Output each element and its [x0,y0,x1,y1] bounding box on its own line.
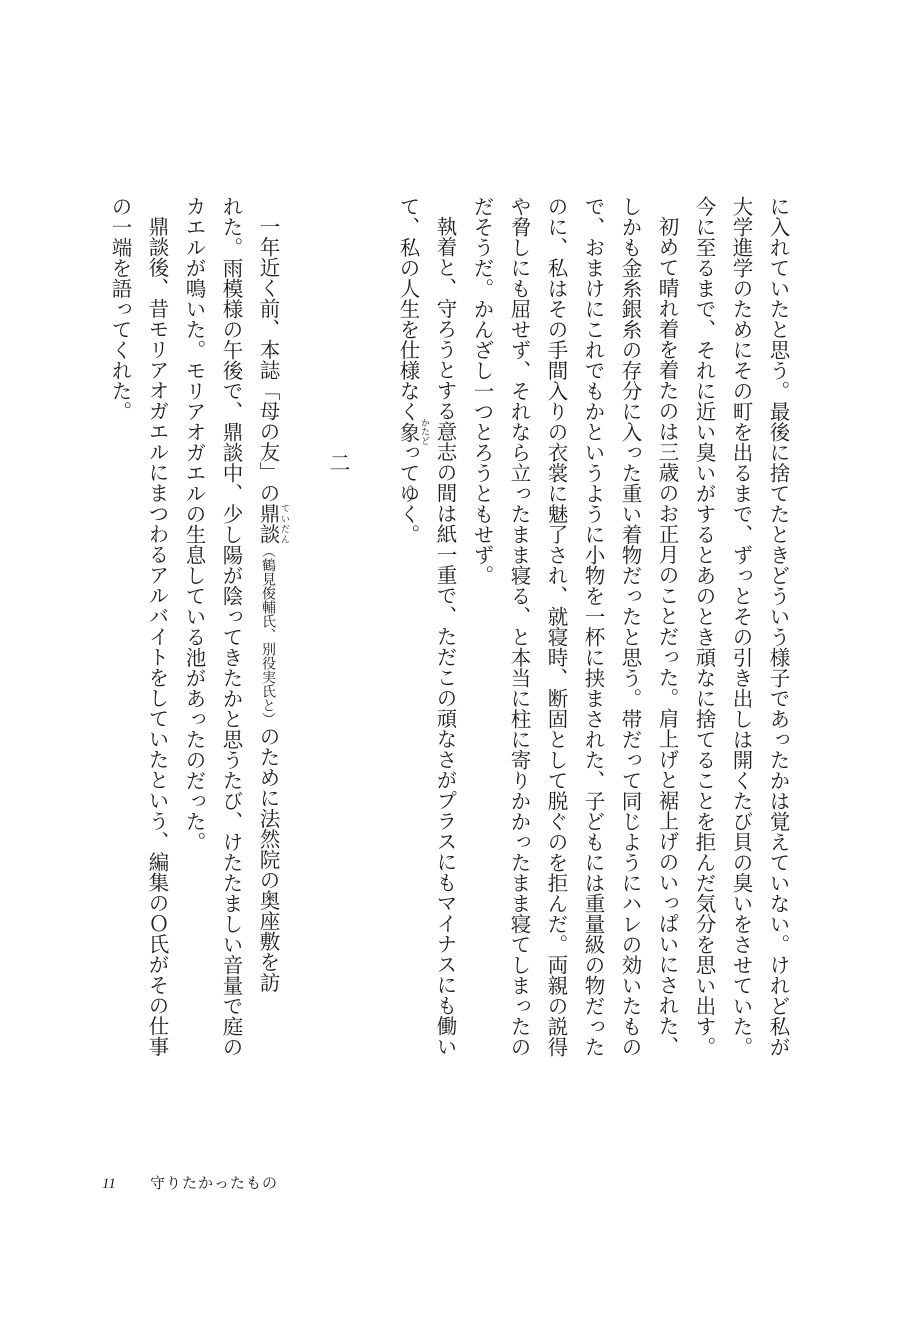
text-column: カエルが鳴いた。モリアオガエルの生息している池があったのだった。 [182,196,206,852]
text-column: 初めて晴れ着を着たのは三歳のお正月のことだった。肩上げと裾上げのいっぱいにされた、 [655,216,679,1057]
text-column [389,196,429,545]
text-segment: て、私の人生を仕様なく [396,196,420,422]
text-column: だそうだ。かんざし一つとろうともせず。 [470,196,494,586]
text-column [426,216,463,1057]
page-footer [102,1172,278,1193]
text-column: や脅しにも屈せず、それなら立ったまま寝る、と本当に柱に寄りかかったまま寝てしまったの [507,196,531,1057]
text-segment: のために法然院の奥座敷を訪 [256,726,280,993]
ruby-base: 象 [396,418,420,446]
text-column: れた。雨模様の午後で、鼎談中、少し陽が陰ってきたかと思うたび、けたたましい音量で庭の [219,196,243,1057]
text-column: 大学進学のためにその町を出るまで、ずっとその引き出しは開くたび貝の臭いをさせていた。 [729,196,753,1057]
running-title: 守りたかったもの [150,1174,279,1192]
text-column: に入れていたと思う。最後に捨てたときどういう様子であったかは覚えていない。けれど私が [766,196,790,1057]
ruby-base: 鼎談 [256,503,280,544]
text-column: 鼎談後、昔モリアオガエルにまつわるアルバイトをしていたという、編集のＯ氏がその仕事 [145,216,169,1057]
parenthetical-note: （鶴見俊輔氏、別役実氏と） [260,544,276,726]
page-number: 11 [102,1176,116,1192]
text-column [249,216,289,993]
ruby-annotation [256,503,289,544]
text-segment: ただこの頑なさがプラスにもマイナスにも働い [433,626,457,1057]
section-heading: 二 [327,452,351,473]
ruby-annotation [396,418,429,446]
text-column: しかも金糸銀糸の存分に入った重い着物だったと思う。帯だって同じようにハレの効いたもの [618,196,642,1057]
text-segment: 執着と、守ろうとする意志の間は紙一重で、 [433,216,457,626]
text-column: で、おまけにこれでもかというように小物を一杯に挟まされた、子どもには重量級の物だった [581,196,605,1057]
text-segment: 一年近く前、本誌「母の友」の [256,216,280,503]
text-segment: ってゆく。 [396,442,420,545]
text-column: 今に至るまで、それに近い臭いがするとあのとき頑なに捨てることを拒んだ気分を思い出す。 [692,196,716,1057]
text-column: の一端を語ってくれた。 [108,196,132,422]
ruby-reading: かたど [419,418,429,446]
ruby-reading: ていだん [279,503,289,544]
text-column: のに、私はその手間入りの衣裳に魅了され、就寝時、断固として脱ぐのを拒んだ。両親の説得 [544,196,568,1057]
